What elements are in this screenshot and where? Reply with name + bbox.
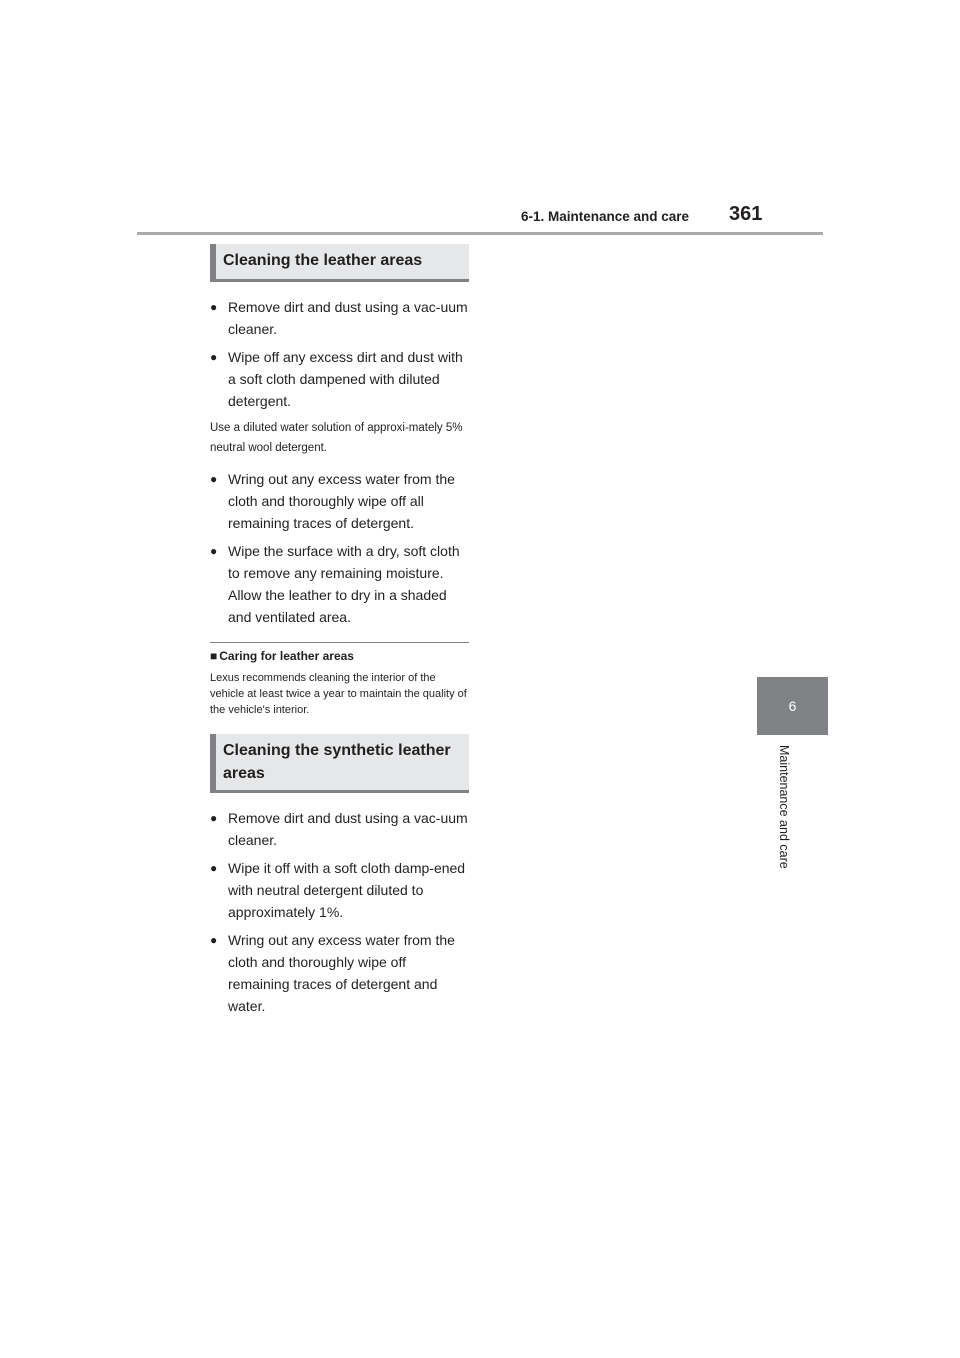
caring-text: Lexus recommends cleaning the interior of the vehicle at least twice a year to maintain the quality of the vehicle's interior. <box>210 672 467 716</box>
page-number: 361 <box>729 203 763 225</box>
subsection-rule <box>210 642 469 643</box>
leather-heading: Cleaning the leather areas <box>210 244 469 282</box>
bullet-icon: ● <box>210 811 218 825</box>
list-item: ● Remove dirt and dust using a vac-uum cleaner. <box>210 296 469 340</box>
bullet-icon: ● <box>210 933 218 947</box>
list-item: ● Wipe the surface with a dry, soft cloth to remove any remaining moisture. Allow the leather to dry in a shaded and ventilated area. <box>210 540 469 628</box>
bullet-icon: ● <box>210 861 218 875</box>
chapter-side-label: Maintenance and care <box>777 745 791 869</box>
chapter-tab <box>757 677 828 735</box>
header-rule <box>137 232 823 235</box>
leather-bullets-a <box>210 296 469 412</box>
synthetic-bullets <box>210 807 469 1017</box>
square-icon: ■ <box>210 649 218 663</box>
section-title: 6-1. Maintenance and care <box>521 209 690 224</box>
leather-bullets-b <box>210 468 469 628</box>
list-item: ● Wipe off any excess dirt and dust with a soft cloth dampened with diluted detergent. <box>210 346 469 412</box>
bullet-icon: ● <box>210 350 218 364</box>
bullet-icon: ● <box>210 300 218 314</box>
list-item: ● Wring out any excess water from the cloth and thoroughly wipe off all remaining traces of detergent. <box>210 468 469 534</box>
list-item: ● Wipe it off with a soft cloth damp-ened with neutral detergent diluted to approximately 1%. <box>210 857 469 923</box>
detergent-note: Use a diluted water solution of approxi-mately 5% neutral wool detergent. <box>210 422 463 454</box>
chapter-number: 6 <box>788 698 797 714</box>
list-item: ● Remove dirt and dust using a vac-uum cleaner. <box>210 807 469 851</box>
synthetic-heading: Cleaning the synthetic leather areas <box>210 734 469 793</box>
content-column <box>210 244 469 1023</box>
caring-heading: ■ Caring for leather areas <box>210 649 354 663</box>
list-item: ● Wring out any excess water from the cloth and thoroughly wipe off remaining traces of detergent and water. <box>210 929 469 1017</box>
bullet-icon: ● <box>210 544 218 558</box>
bullet-icon: ● <box>210 472 218 486</box>
